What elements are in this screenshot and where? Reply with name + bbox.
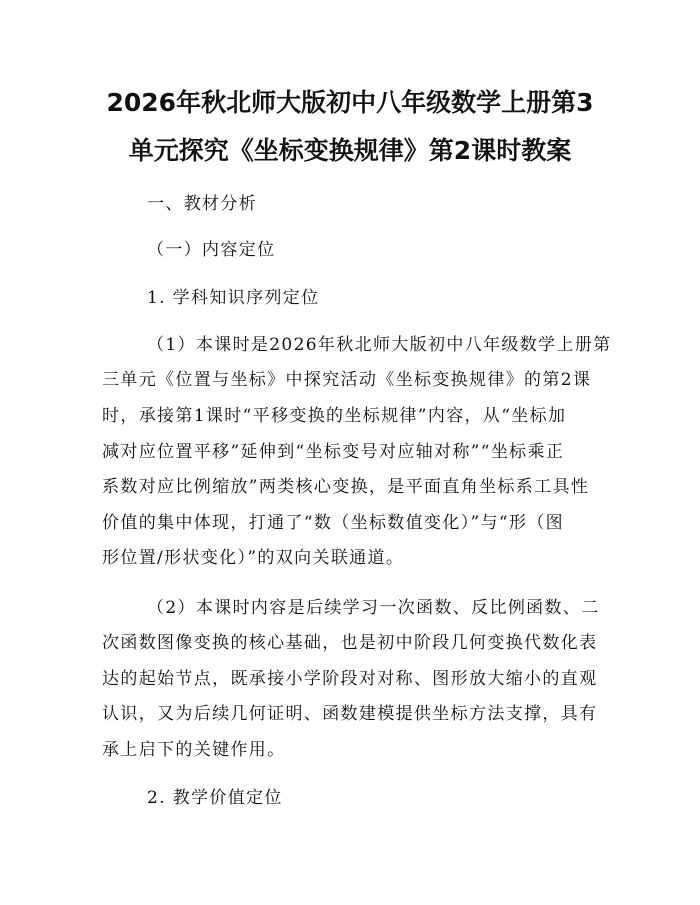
paragraph-1-line: 减对应位置平移”延伸到“坐标变号对应轴对称”“坐标乘正 [102, 442, 565, 462]
section-heading: 一、教材分析 [147, 194, 258, 214]
paragraph-2-line: 承上启下的关键作用。 [102, 740, 286, 760]
paragraph-1-line: 三单元《位置与坐标》中探究活动《坐标变换规律》的第2课 [102, 370, 592, 390]
paragraph-2-line: 认识，又为后续几何证明、函数建模提供坐标方法支撑，具有 [102, 704, 598, 724]
paragraph-1-line: 形位置/形状变化）”的双向关联通道。 [102, 548, 405, 568]
paragraph-1-line: 时，承接第1课时“平移变换的坐标规律”内容，从“坐标加 [102, 406, 567, 426]
item-heading: 2. 教学价值定位 [147, 788, 283, 808]
paragraph-1-line: 价值的集中体现，打通了“数（坐标数值变化）”与“形（图 [102, 513, 565, 533]
paragraph-1-line: 系数对应比例缩放”两类核心变换，是平面直角坐标系工具性 [102, 477, 590, 497]
paragraph-2-line: 达的起始节点，既承接小学阶段对对称、图形放大缩小的直观 [102, 669, 598, 689]
document-title-line-2: 单元探究《坐标变换规律》第2课时教案 [128, 136, 572, 165]
paragraph-2-line: （2）本课时内容是后续学习一次函数、反比例函数、二 [147, 598, 600, 618]
paragraph-2-line: 次函数图像变换的核心基础，也是初中阶段几何变换代数化表 [102, 633, 598, 653]
paragraph-1-line: （1）本课时是2026年秋北师大版初中八年级数学上册第 [147, 335, 612, 355]
document-title-line-1: 2026年秋北师大版初中八年级数学上册第3 [106, 88, 594, 117]
item-heading: 1. 学科知识序列定位 [147, 288, 320, 308]
subsection-heading: （一）内容定位 [147, 240, 276, 260]
